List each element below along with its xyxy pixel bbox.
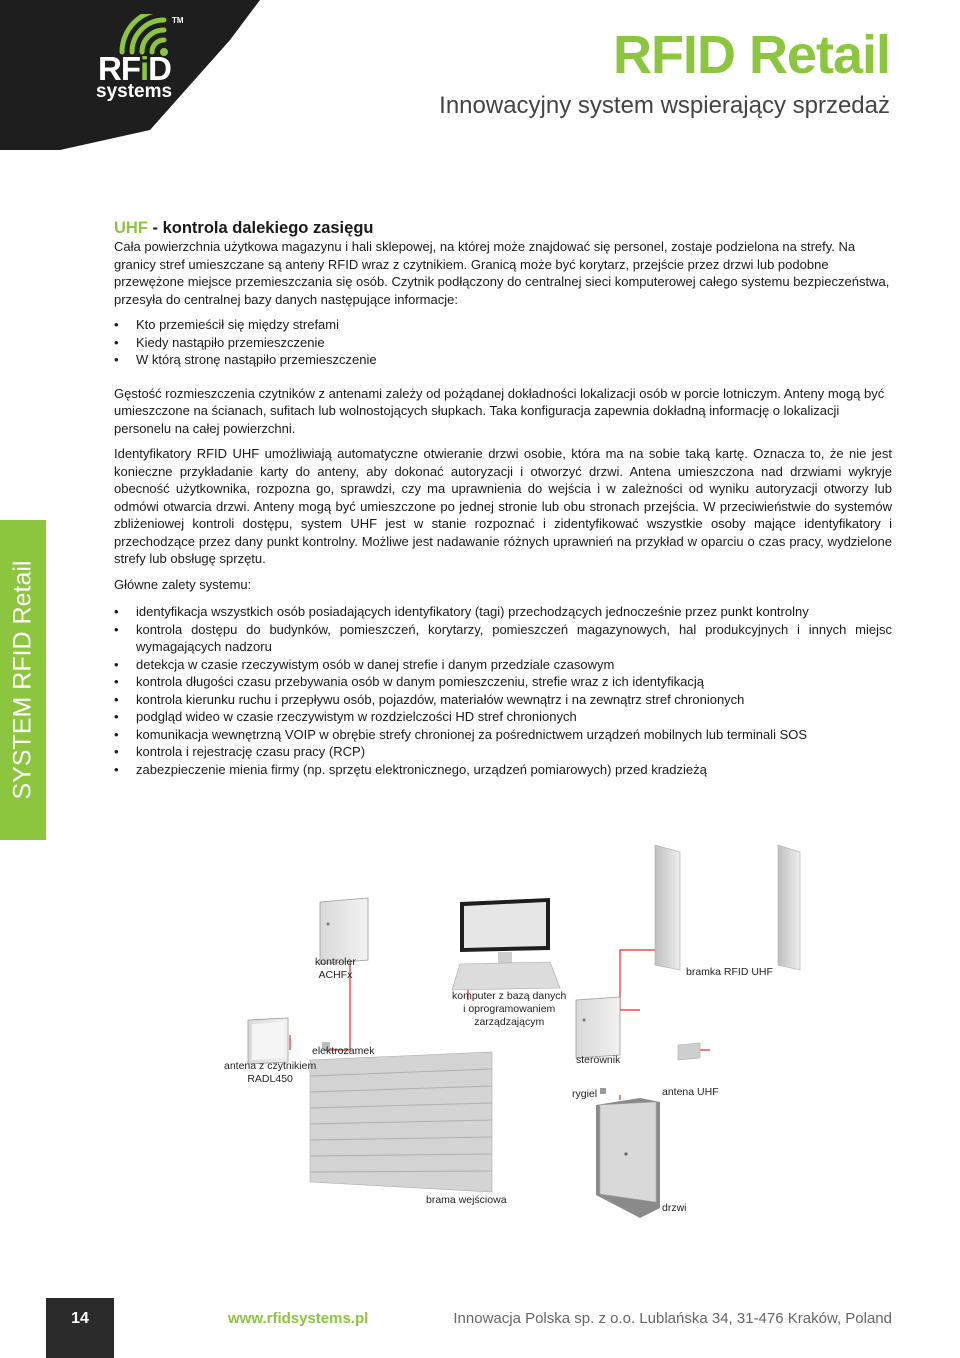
computer-monitor (452, 898, 560, 990)
list-item: • kontrola długości czasu przebywania osób w danym pomieszczeniu, strefie wraz z ich identyfikacją (114, 673, 892, 691)
logo-text: RFiD (98, 50, 172, 87)
label-rfid-gate: bramka RFID UHF (686, 966, 773, 978)
list-item: • podgląd wideo w czasie rzeczywistym w rozdzielczości HD stref chronionych (114, 708, 892, 726)
paragraph-density: Gęstość rozmieszczenia czytników z antenami zależy od pożądanej dokładności lokalizacji osób w porcie lotniczym. Anteny mogą być umieszczone na ścianach, sufitach lub wolnostojących słupkach. Taka konfiguracja zapewnia dokładną informację o lokalizacji personelu na całej powierzchni. (114, 385, 885, 436)
advantages-title: Główne zalety systemu: (114, 576, 252, 592)
logo-trademark: TM (172, 16, 184, 25)
list-item: • kontrola kierunku ruchu i przepływu osób, pojazdów, materiałów wewnątrz i na zewnątrz stref chronionych (114, 691, 892, 709)
label-door: drzwi (662, 1202, 687, 1214)
label-controller: kontroler ACHFx (315, 956, 356, 981)
info-list (114, 316, 892, 369)
list-item: • zabezpieczenie mienia firmy (np. sprzętu elektronicznego, urządzeń pomiarowych) przed kradzieżą (114, 761, 892, 779)
label-entrance-gate: brama wejściowa (426, 1194, 507, 1206)
page-subtitle: Innowacyjny system wspierający sprzedaż (439, 92, 890, 119)
controller-box (320, 898, 368, 964)
label-computer: komputer z bazą danych i oprogramowaniem zarządzającym (452, 990, 567, 1028)
section-heading: UHF - kontrola dalekiego zasięgu (114, 219, 374, 237)
door (596, 1098, 660, 1218)
system-diagram (200, 840, 840, 1230)
page-number: 14 (46, 1298, 114, 1358)
advantages-list (114, 603, 892, 778)
list-item: • kontrola dostępu do budynków, pomieszczeń, korytarzy, pomieszczeń magazynowych, hal produkcyjnych i innych miejsc wymagających nadzoru (114, 621, 892, 656)
rfid-gate (655, 845, 800, 970)
main-content (114, 218, 892, 786)
list-item: • Kto przemieścił się między strefami (114, 316, 892, 334)
diagram-drawing (200, 840, 840, 1230)
antenna-reader (248, 1018, 288, 1064)
side-tab (0, 520, 46, 840)
list-item: • komunikacja wewnętrzną VOIP w obrębie strefy chronionej za pośrednictwem urządzeń mobilnych lub terminali SOS (114, 726, 892, 744)
list-item: • Kiedy nastąpiło przemieszczenie (114, 334, 892, 352)
website-link[interactable]: www.rfidsystems.pl (228, 1310, 369, 1327)
side-tab-label: SYSTEM RFID Retail (8, 560, 37, 800)
entrance-gate (310, 1052, 492, 1192)
paragraph-zones: Cała powierzchnia użytkowa magazynu i hali sklepowej, na której może znajdować się personel, zostaje podzielona na strefy. Na granicy stref umieszczane są anteny RFID wraz z czytnikiem. Granicą może być korytarz, przejście przez drzwi lub podobne przewężone miejsce przemieszczania się osób. Czytnik podłączony do centralnej sieci komputerowej całego systemu bezpieczeństwa, przesyła do centralnej bazy danych następujące informacje: (114, 239, 890, 307)
list-item: • identyfikacja wszystkich osób posiadających identyfikatory (tagi) przechodzących jednocześnie przez punkt kontrolny (114, 603, 892, 621)
paragraph-identifiers: Identyfikatory RFID UHF umożliwiają automatyczne otwieranie drzwi osobie, która ma na sobie taką kartę. Oznacza to, że nie jest konieczne przykładanie karty do anteny, aby dokonać autoryzacji i otworzyć drzwi. Antena umieszczona nad drzwiami wykryje obecność użytkownika, rozpozna go, sprawdzi, czy ma uprawnienia do wejścia i w zależności od wyniku autoryzacji otworzy lub odmówi otwarcia drzwi. Anteny mogą być umieszczone po jednej stronie lub obu stronach przejścia. W przeciwieństwie do systemów zbliżeniowej kontroli dostępu, system UHF jest w stanie rozpoznać i zidentyfikować wszystkie osoby mające identyfikatory i przechodzące przez dany punkt kontrolny. Możliwe jest nadawanie różnych uprawnień na przykład w oparciu o czas pracy, wydzielone strefy lub obsługę sprzętu. (114, 446, 892, 566)
list-item: • kontrola i rejestrację czasu pracy (RCP) (114, 743, 892, 761)
label-driver: sterownik (576, 1054, 621, 1066)
logo-subtext: systems (96, 81, 173, 102)
page-title: RFID Retail (612, 25, 890, 85)
driver-box (576, 997, 620, 1058)
list-item: • W którą stronę nastąpiło przemieszczenie (114, 351, 892, 369)
company-address: Innowacja Polska sp. z o.o. Lublańska 34, 31-476 Kraków, Poland (453, 1310, 892, 1327)
label-antenna-reader: antena z czytnikiem RADL450 (224, 1060, 317, 1085)
list-item: • detekcja w czasie rzeczywistym osób w danej strefie i danym przedziale czasowym (114, 656, 892, 674)
label-uhf-antenna: antena UHF (662, 1086, 719, 1098)
label-electric-lock: elektrozamek (312, 1045, 375, 1057)
label-bolt: rygiel (572, 1088, 598, 1100)
